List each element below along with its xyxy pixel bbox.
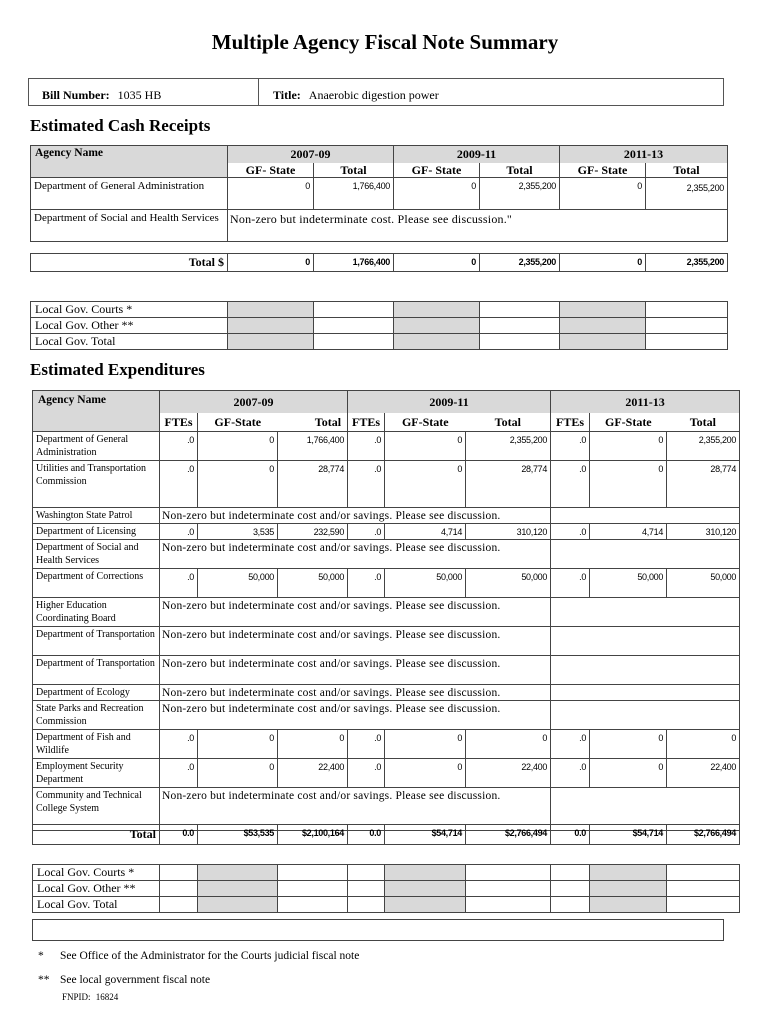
empty-cell xyxy=(551,881,590,897)
agency-name: Department of Social and Health Services xyxy=(31,210,228,242)
empty-cell xyxy=(228,318,314,334)
value-cell: 0 xyxy=(590,432,667,461)
footnote xyxy=(38,974,210,986)
value-cell: 0 xyxy=(385,730,466,759)
value-cell: .0 xyxy=(551,524,590,540)
empty-cell xyxy=(198,897,278,913)
indeterminate-note: Non-zero but indeterminate cost and/or savings. Please see discussion. xyxy=(160,540,551,569)
empty-box xyxy=(32,919,724,941)
indeterminate-note: Non-zero but indeterminate cost and/or savings. Please see discussion. xyxy=(160,788,551,831)
indeterminate-note: Non-zero but indeterminate cost. Please see discussion." xyxy=(228,210,728,242)
value-cell: 22,400 xyxy=(278,759,348,788)
agency-name: Department of Corrections xyxy=(33,569,160,598)
bill-number-label: Bill Number: xyxy=(42,88,110,102)
value-cell: .0 xyxy=(160,759,198,788)
value-cell: .0 xyxy=(160,461,198,508)
indeterminate-note: Non-zero but indeterminate cost and/or savings. Please see discussion. xyxy=(160,627,551,656)
value-cell: 0 xyxy=(590,759,667,788)
empty-cell xyxy=(466,865,551,881)
indeterminate-note: Non-zero but indeterminate cost and/or savings. Please see discussion. xyxy=(160,685,551,701)
fnpid-label: FNPID: xyxy=(62,992,91,1002)
cash-receipts-heading: Estimated Cash Receipts xyxy=(30,116,211,135)
expenditures-period-header: 2007-09 xyxy=(160,391,348,414)
empty-cell xyxy=(278,865,348,881)
indeterminate-note: Non-zero but indeterminate cost and/or savings. Please see discussion. xyxy=(160,508,551,524)
footnote-text: See Office of the Administrator for the Courts judicial fiscal note xyxy=(60,950,360,962)
total-cell: $2,766,494 xyxy=(667,825,740,845)
value-cell: .0 xyxy=(551,432,590,461)
receipts-period-header: 2007-09 xyxy=(228,146,394,164)
col-gf-state: GF- State xyxy=(560,163,646,178)
empty-cell xyxy=(667,881,740,897)
empty-cell xyxy=(551,897,590,913)
expenditures-period-header: 2011-13 xyxy=(551,391,740,414)
value-cell: 232,590 xyxy=(278,524,348,540)
empty-cell xyxy=(560,318,646,334)
value-cell: 2,355,200 xyxy=(646,178,728,210)
col-ftes: FTEs xyxy=(348,413,385,432)
local-gov-label: Local Gov. Other ** xyxy=(31,318,228,334)
empty-cell xyxy=(480,302,560,318)
value-cell: 1,766,400 xyxy=(278,432,348,461)
value-cell: .0 xyxy=(160,730,198,759)
empty-cell xyxy=(278,897,348,913)
value-cell: .0 xyxy=(348,759,385,788)
value-cell: 0 xyxy=(667,730,740,759)
col-gf-state: GF-State xyxy=(401,415,449,429)
empty-cell xyxy=(590,897,667,913)
total-cell: 0.0 xyxy=(160,825,198,845)
value-cell: 0 xyxy=(385,759,466,788)
empty-cell xyxy=(560,302,646,318)
total-cell: 2,355,200 xyxy=(480,254,560,272)
value-cell: 28,774 xyxy=(667,461,740,508)
table-row xyxy=(33,730,740,759)
page-title: Multiple Agency Fiscal Note Summary xyxy=(211,30,559,54)
value-cell: .0 xyxy=(551,730,590,759)
value-cell: 310,120 xyxy=(667,524,740,540)
indeterminate-note: Non-zero but indeterminate cost and/or savings. Please see discussion. xyxy=(160,701,551,730)
value-cell: 28,774 xyxy=(278,461,348,508)
expenditures-agency-header: Agency Name xyxy=(33,391,160,432)
table-row xyxy=(31,334,728,350)
empty-cell xyxy=(466,881,551,897)
empty-cell xyxy=(394,334,480,350)
empty-cell xyxy=(314,334,394,350)
empty-cell xyxy=(590,881,667,897)
local-gov-label: Local Gov. Courts * xyxy=(33,865,160,881)
col-ftes: FTEs xyxy=(551,413,590,432)
empty-cell xyxy=(551,627,740,656)
value-cell: 50,000 xyxy=(466,569,551,598)
empty-cell xyxy=(228,302,314,318)
empty-cell xyxy=(314,318,394,334)
empty-cell xyxy=(314,302,394,318)
indeterminate-note: Non-zero but indeterminate cost and/or savings. Please see discussion. xyxy=(160,598,551,627)
empty-cell xyxy=(590,865,667,881)
agency-name: Employment Security Department xyxy=(33,759,160,788)
local-gov-label: Local Gov. Total xyxy=(33,897,160,913)
empty-cell xyxy=(551,508,740,524)
local-gov-label: Local Gov. Courts * xyxy=(31,302,228,318)
empty-cell xyxy=(348,897,385,913)
expenditures-total-label: Total xyxy=(129,827,156,841)
value-cell: 22,400 xyxy=(667,759,740,788)
empty-cell xyxy=(385,897,466,913)
empty-cell xyxy=(160,881,198,897)
total-cell: $2,100,164 xyxy=(278,825,348,845)
local-gov-label: Local Gov. Total xyxy=(31,334,228,350)
bill-number-cell xyxy=(29,79,259,105)
col-total: Total xyxy=(278,413,348,432)
expenditures-table xyxy=(32,390,740,831)
value-cell: .0 xyxy=(160,524,198,540)
receipts-total-label: Total $ xyxy=(188,255,224,269)
empty-cell xyxy=(551,865,590,881)
col-gf-state: GF- State xyxy=(394,163,480,178)
empty-cell xyxy=(278,881,348,897)
value-cell: 0 xyxy=(590,461,667,508)
total-cell: $54,714 xyxy=(385,825,466,845)
value-cell: 2,355,200 xyxy=(667,432,740,461)
footnote-text: See local government fiscal note xyxy=(60,974,211,986)
value-cell: .0 xyxy=(551,461,590,508)
agency-name: Department of Fish and Wildlife xyxy=(33,730,160,759)
empty-cell xyxy=(394,302,480,318)
value-cell: 0 xyxy=(394,178,480,210)
value-cell: 0 xyxy=(560,178,646,210)
total-cell: 0 xyxy=(394,254,480,272)
value-cell: 0 xyxy=(385,461,466,508)
table-row xyxy=(33,432,740,461)
agency-name: Department of Ecology xyxy=(33,685,160,701)
table-row xyxy=(33,598,740,627)
col-gf-state: GF- State xyxy=(228,163,314,178)
value-cell: 22,400 xyxy=(466,759,551,788)
agency-name: Washington State Patrol xyxy=(33,508,160,524)
receipts-period-header: 2011-13 xyxy=(560,146,728,164)
col-ftes: FTEs xyxy=(160,413,198,432)
value-cell: .0 xyxy=(551,759,590,788)
value-cell: .0 xyxy=(160,569,198,598)
table-row xyxy=(33,524,740,540)
table-row xyxy=(33,685,740,701)
fnpid xyxy=(62,992,118,1002)
value-cell: 310,120 xyxy=(466,524,551,540)
agency-name: Department of General Administration xyxy=(31,178,228,210)
value-cell: 1,766,400 xyxy=(314,178,394,210)
empty-cell xyxy=(667,865,740,881)
agency-name: Department of Social and Health Services xyxy=(33,540,160,569)
value-cell: .0 xyxy=(348,569,385,598)
table-row xyxy=(31,178,728,210)
agency-name: Community and Technical College System xyxy=(33,788,160,831)
value-cell: 0 xyxy=(385,432,466,461)
value-cell: 4,714 xyxy=(590,524,667,540)
table-row xyxy=(33,508,740,524)
empty-cell xyxy=(385,865,466,881)
total-cell: 0 xyxy=(560,254,646,272)
footnote xyxy=(38,950,359,962)
bill-title-label: Title: xyxy=(273,88,301,102)
col-gf-state: GF-State xyxy=(604,415,652,429)
table-row xyxy=(33,656,740,685)
empty-cell xyxy=(480,334,560,350)
empty-cell xyxy=(551,685,740,701)
table-row xyxy=(33,701,740,730)
empty-cell xyxy=(560,334,646,350)
total-cell: 0 xyxy=(228,254,314,272)
agency-name: Department of Licensing xyxy=(33,524,160,540)
value-cell: 0 xyxy=(198,730,278,759)
empty-cell xyxy=(551,540,740,569)
agency-name: State Parks and Recreation Commission xyxy=(33,701,160,730)
table-row xyxy=(33,881,740,897)
value-cell: 28,774 xyxy=(466,461,551,508)
value-cell: 0 xyxy=(198,432,278,461)
col-total: Total xyxy=(314,163,394,178)
empty-cell xyxy=(385,881,466,897)
total-cell: 1,766,400 xyxy=(314,254,394,272)
total-cell: 0.0 xyxy=(348,825,385,845)
table-row xyxy=(33,540,740,569)
receipts-agency-header: Agency Name xyxy=(31,146,228,178)
table-row xyxy=(31,302,728,318)
empty-cell xyxy=(551,701,740,730)
table-row xyxy=(31,318,728,334)
value-cell: 50,000 xyxy=(198,569,278,598)
expenditures-total-table xyxy=(32,824,740,845)
value-cell: 2,355,200 xyxy=(480,178,560,210)
empty-cell xyxy=(667,897,740,913)
table-row xyxy=(33,897,740,913)
col-total: Total xyxy=(466,413,551,432)
agency-name: Department of Transportation xyxy=(33,656,160,685)
total-cell: $2,766,494 xyxy=(466,825,551,845)
receipts-period-header: 2009-11 xyxy=(394,146,560,164)
col-total: Total xyxy=(667,413,740,432)
col-total: Total xyxy=(480,163,560,178)
value-cell: 0 xyxy=(278,730,348,759)
value-cell: 0 xyxy=(228,178,314,210)
table-row xyxy=(33,865,740,881)
value-cell: 0 xyxy=(590,730,667,759)
expenditures-local-gov-table xyxy=(32,864,740,913)
receipts-total-table xyxy=(30,253,728,272)
indeterminate-note: Non-zero but indeterminate cost and/or savings. Please see discussion. xyxy=(160,656,551,685)
empty-cell xyxy=(551,598,740,627)
total-cell: 2,355,200 xyxy=(646,254,728,272)
expenditures-heading: Estimated Expenditures xyxy=(30,360,205,379)
agency-name: Utilities and Transportation Commission xyxy=(33,461,160,508)
expenditures-period-header: 2009-11 xyxy=(348,391,551,414)
agency-name: Department of Transportation xyxy=(33,627,160,656)
table-row xyxy=(31,210,728,242)
empty-cell xyxy=(348,865,385,881)
table-row xyxy=(33,627,740,656)
fnpid-value: 16824 xyxy=(95,992,119,1002)
receipts-local-gov-table xyxy=(30,301,728,350)
table-row xyxy=(33,569,740,598)
value-cell: 50,000 xyxy=(667,569,740,598)
value-cell: .0 xyxy=(348,730,385,759)
local-gov-label: Local Gov. Other ** xyxy=(33,881,160,897)
total-cell: 0.0 xyxy=(551,825,590,845)
value-cell: .0 xyxy=(348,432,385,461)
total-cell: $53,535 xyxy=(198,825,278,845)
empty-cell xyxy=(228,334,314,350)
bill-info-box xyxy=(28,78,724,106)
col-total: Total xyxy=(646,163,728,178)
value-cell: 2,355,200 xyxy=(466,432,551,461)
cash-receipts-table xyxy=(30,145,728,242)
value-cell: 0 xyxy=(466,730,551,759)
value-cell: .0 xyxy=(348,461,385,508)
empty-cell xyxy=(160,897,198,913)
empty-cell xyxy=(394,318,480,334)
bill-title: Anaerobic digestion power xyxy=(308,88,439,102)
table-row xyxy=(33,461,740,508)
empty-cell xyxy=(551,656,740,685)
value-cell: .0 xyxy=(348,524,385,540)
value-cell: 50,000 xyxy=(590,569,667,598)
value-cell: 0 xyxy=(198,759,278,788)
bill-number: 1035 HB xyxy=(117,88,162,102)
value-cell: 0 xyxy=(198,461,278,508)
agency-name: Department of General Administration xyxy=(33,432,160,461)
value-cell: .0 xyxy=(551,569,590,598)
empty-cell xyxy=(198,865,278,881)
empty-cell xyxy=(646,318,728,334)
value-cell: 50,000 xyxy=(385,569,466,598)
empty-cell xyxy=(160,865,198,881)
empty-cell xyxy=(646,334,728,350)
footnote-mark: ** xyxy=(38,974,50,986)
agency-name: Higher Education Coordinating Board xyxy=(33,598,160,627)
value-cell: 3,535 xyxy=(198,524,278,540)
empty-cell xyxy=(480,318,560,334)
table-row xyxy=(33,759,740,788)
col-gf-state: GF-State xyxy=(214,415,262,429)
empty-cell xyxy=(198,881,278,897)
value-cell: .0 xyxy=(160,432,198,461)
empty-cell xyxy=(646,302,728,318)
total-cell: $54,714 xyxy=(590,825,667,845)
empty-cell xyxy=(466,897,551,913)
empty-cell xyxy=(348,881,385,897)
footnote-mark: * xyxy=(38,950,44,962)
value-cell: 4,714 xyxy=(385,524,466,540)
value-cell: 50,000 xyxy=(278,569,348,598)
